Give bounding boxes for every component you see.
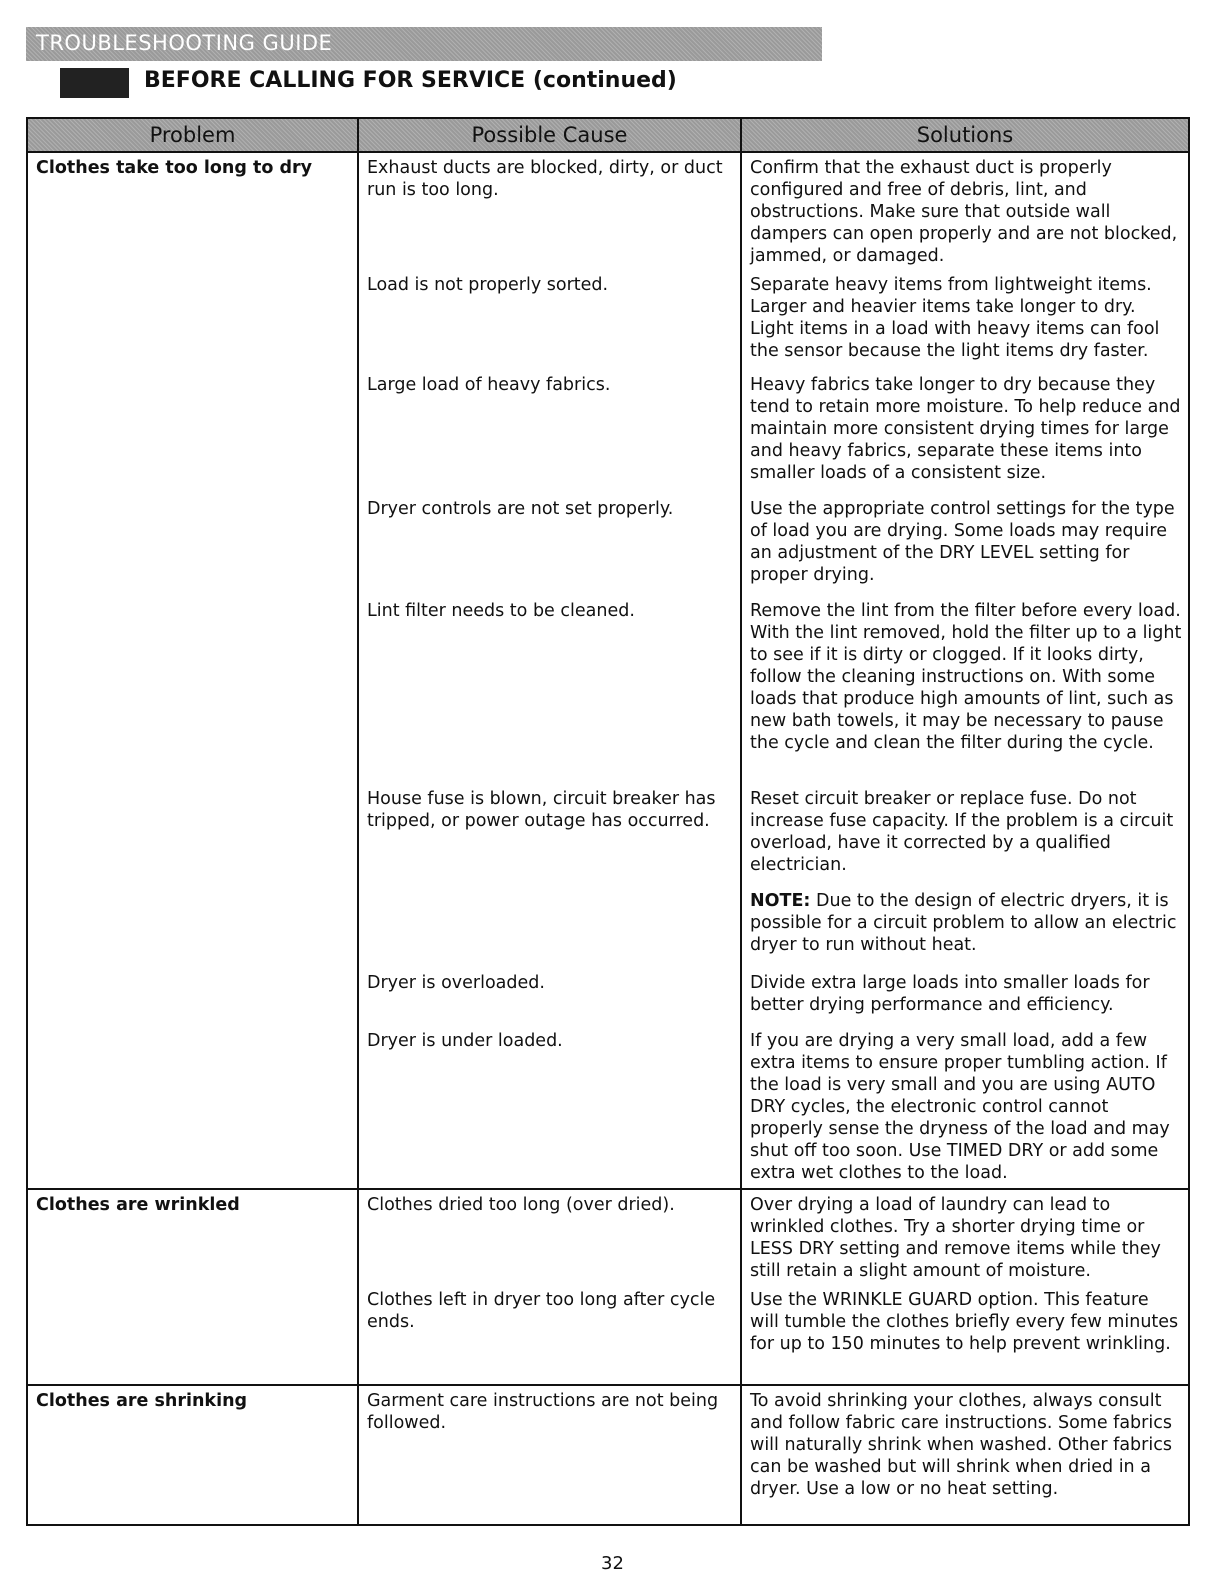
cause-cell: Clothes left in dryer too long after cycle ends. xyxy=(358,1289,741,1385)
problem-cell: Clothes take too long to dry xyxy=(27,152,358,1189)
solution-cell: Heavy fabrics take longer to dry because they tend to retain more moisture. To help reduce and maintain more consistent drying times for large and heavy fabrics, separate these items into smaller loads of a consistent size. xyxy=(741,374,1189,498)
column-header-cause: Possible Cause xyxy=(358,118,741,152)
cause-cell: Dryer is overloaded. xyxy=(358,972,741,1030)
solution-cell: Use the WRINKLE GUARD option. This feature will tumble the clothes briefly every few minutes for up to 150 minutes to help prevent wrinkling. xyxy=(741,1289,1189,1385)
solution-cell: Remove the lint from the filter before every load. With the lint removed, hold the filter up to a light to see if it is dirty or clogged. If it looks dirty, follow the cleaning instructions on. With some loads that produce high amounts of lint, such as new bath towels, it may be necessary to pause the cycle and clean the filter during the cycle. xyxy=(741,600,1189,788)
column-header-problem: Problem xyxy=(27,118,358,152)
note-text: Due to the design of electric dryers, it is possible for a circuit problem to allow an electric dryer to run without heat. xyxy=(750,891,1177,955)
table-row xyxy=(27,1189,1189,1289)
banner-text: TROUBLESHOOTING GUIDE xyxy=(36,31,333,55)
cause-cell: Large load of heavy fabrics. xyxy=(358,374,741,498)
table-header-row xyxy=(27,118,1189,152)
cause-cell: Dryer is under loaded. xyxy=(358,1030,741,1188)
column-header-solutions: Solutions xyxy=(741,118,1189,152)
cause-cell: Garment care instructions are not being followed. xyxy=(358,1385,741,1525)
page-number: 32 xyxy=(601,1553,624,1574)
solution-note xyxy=(750,890,1182,956)
cause-cell: Clothes dried too long (over dried). xyxy=(358,1189,741,1289)
solution-cell: Over drying a load of laundry can lead to wrinkled clothes. Try a shorter drying time or LESS DRY setting and remove items while they still retain a slight amount of moisture. xyxy=(741,1189,1189,1289)
section-banner xyxy=(26,27,822,61)
problem-cell: Clothes are wrinkled xyxy=(27,1189,358,1385)
solution-cell: If you are drying a very small load, add a few extra items to ensure proper tumbling action. If the load is very small and you are using AUTO DRY cycles, the electronic control cannot properly sense the dryness of the load and may shut off too soon. Use TIMED DRY or add some extra wet clothes to the load. xyxy=(741,1030,1189,1188)
troubleshooting-table xyxy=(26,117,1190,1526)
section-title: BEFORE CALLING FOR SERVICE (continued) xyxy=(144,68,677,93)
solution-cell: To avoid shrinking your clothes, always consult and follow fabric care instructions. Some fabrics will naturally shrink when washed. Other fabrics can be washed but will shrink when dried in a dryer. Use a low or no heat setting. xyxy=(741,1385,1189,1525)
cause-cell: Lint filter needs to be cleaned. xyxy=(358,600,741,788)
cause-cell: Exhaust ducts are blocked, dirty, or duct run is too long. xyxy=(358,152,741,274)
table-row xyxy=(27,152,1189,274)
cause-cell: House fuse is blown, circuit breaker has tripped, or power outage has occurred. xyxy=(358,788,741,972)
solution-text: Reset circuit breaker or replace fuse. Do not increase fuse capacity. If the problem is a circuit overload, have it corrected by a qualified electrician. xyxy=(750,789,1174,875)
solution-cell: Divide extra large loads into smaller loads for better drying performance and efficiency. xyxy=(741,972,1189,1030)
solution-cell: Confirm that the exhaust duct is properly configured and free of debris, lint, and obstructions. Make sure that outside wall dampers can open properly and are not blocked, jammed, or damaged. xyxy=(741,152,1189,274)
solution-cell xyxy=(741,788,1189,972)
table-row xyxy=(27,1385,1189,1525)
solution-cell: Use the appropriate control settings for the type of load you are drying. Some loads may require an adjustment of the DRY LEVEL setting for proper drying. xyxy=(741,498,1189,600)
cause-cell: Load is not properly sorted. xyxy=(358,274,741,374)
cause-cell: Dryer controls are not set properly. xyxy=(358,498,741,600)
note-label: NOTE: xyxy=(750,891,811,911)
solution-cell: Separate heavy items from lightweight items. Larger and heavier items take longer to dry. Light items in a load with heavy items can fool the sensor because the light items dry faster. xyxy=(741,274,1189,374)
header-marker-block xyxy=(60,68,129,98)
problem-cell: Clothes are shrinking xyxy=(27,1385,358,1525)
